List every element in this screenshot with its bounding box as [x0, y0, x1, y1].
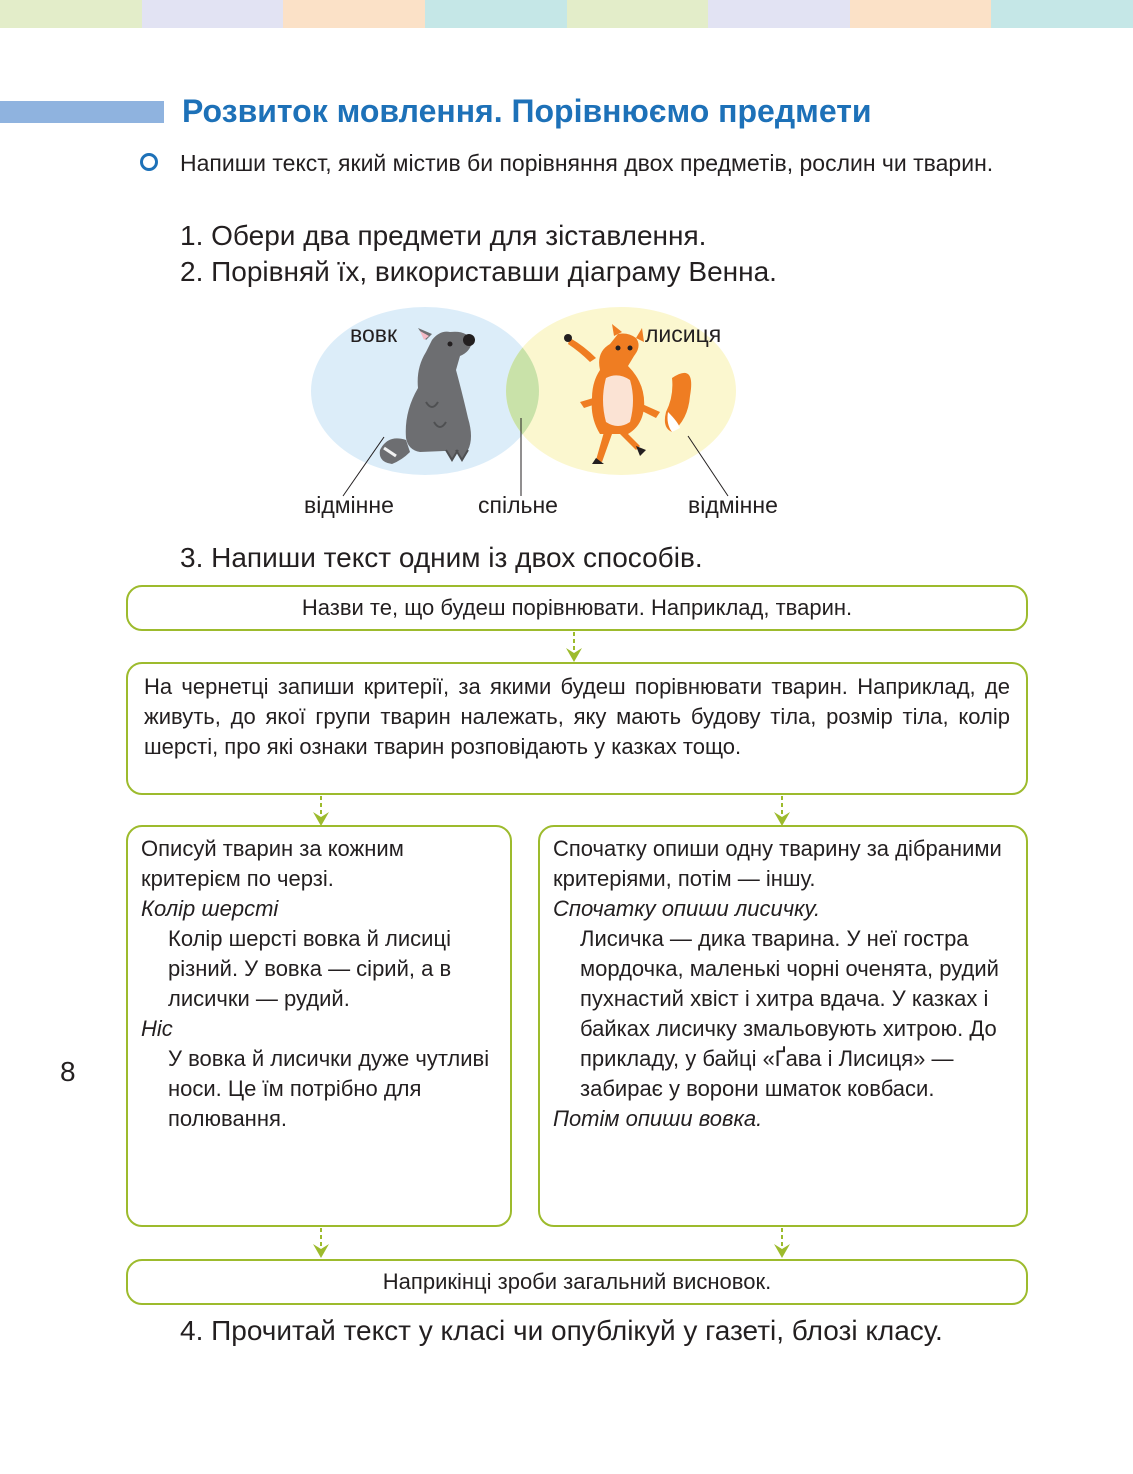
step-4: 4. Прочитай текст у класі чи опублікуй у газеті, блозі класу.: [180, 1315, 943, 1346]
left-intro: Описуй тварин за кожним критерієм по черзі.: [141, 836, 404, 891]
arrow-down-icon: [563, 630, 585, 664]
right-intro: Спочатку опиши одну тварину за дібраними критеріями, потім — іншу.: [553, 836, 1002, 891]
stripe-segment: [567, 0, 709, 28]
left-paragraph-nose: У вовка й лисички дуже чутливі носи. Це їм потрібно для полювання.: [168, 1046, 490, 1131]
title-accent-bar: [0, 101, 164, 123]
stripe-segment: [708, 0, 850, 28]
stripe-segment: [991, 0, 1133, 28]
venn-label-fox: лисиця: [645, 321, 722, 347]
right-heading-wolf: Потім опиши вовка.: [553, 1106, 763, 1131]
flow-box-final: [126, 1259, 1028, 1305]
flow-box-left: [126, 825, 512, 1227]
arrow-down-icon: [771, 794, 793, 828]
stripe-segment: [283, 0, 425, 28]
flow-box-right: [538, 825, 1028, 1227]
left-heading-nose: Ніс: [141, 1016, 173, 1041]
right-paragraph-fox: Лисичка — дика тварина. У неї гостра мордочка, маленькі чорні оченята, рудий пухнастий хвіст і хитра вдача. У казках і байках лисичку змальовують хитрою. До прикладу, у байці «Ґава і Лисиця» — забирає у ворони шматок ковбаси.: [580, 926, 999, 1101]
venn-caption-right: відмінне: [688, 492, 778, 518]
circle-bullet-icon: [140, 153, 158, 171]
stripe-segment: [425, 0, 567, 28]
stripe-segment: [142, 0, 284, 28]
flow-box-1-text: Назви те, що будеш порівнювати. Наприклад, тварин.: [301, 595, 853, 620]
stripe-segment: [850, 0, 992, 28]
arrow-down-icon: [771, 1226, 793, 1260]
arrow-down-icon: [310, 794, 332, 828]
venn-caption-left: відмінне: [304, 492, 394, 518]
right-heading-fox: Спочатку опиши лисичку.: [553, 896, 821, 921]
step-2: 2. Порівняй їх, використавши діаграму Венна.: [180, 256, 777, 287]
flow-box-2-text: На чернетці запиши критерії, за якими будеш порівнювати тварин. Наприклад, де живуть, до якої групи тварин належать, яку мають будову тіла, розмір тіла, колір шерсті, про які ознаки тварин розповідають у казках тощо.: [144, 674, 1010, 759]
step-1: 1. Обери два предмети для зіставлення.: [180, 220, 707, 251]
left-paragraph-fur: Колір шерсті вовка й лисиці різний. У вовка — сірий, а в лисички — рудий.: [168, 926, 452, 1011]
venn-caption-center: спільне: [478, 492, 558, 518]
page-number: 8: [60, 1056, 76, 1087]
venn-label-wolf: вовк: [350, 321, 398, 347]
left-heading-fur: Колір шерсті: [141, 896, 279, 921]
step-3: 3. Напиши текст одним із двох способів.: [180, 542, 703, 573]
flow-box-final-text: Наприкінці зроби загальний висновок.: [382, 1269, 772, 1294]
flow-box-1: [126, 585, 1028, 631]
top-color-stripe: [0, 0, 1133, 28]
arrow-down-icon: [310, 1226, 332, 1260]
flow-box-2: [126, 662, 1028, 795]
stripe-segment: [0, 0, 142, 28]
page-title: Розвиток мовлення. Порівнюємо предмети: [182, 93, 872, 129]
task-text: Напиши текст, який містив би порівняння двох предметів, рослин чи тварин.: [180, 150, 994, 176]
